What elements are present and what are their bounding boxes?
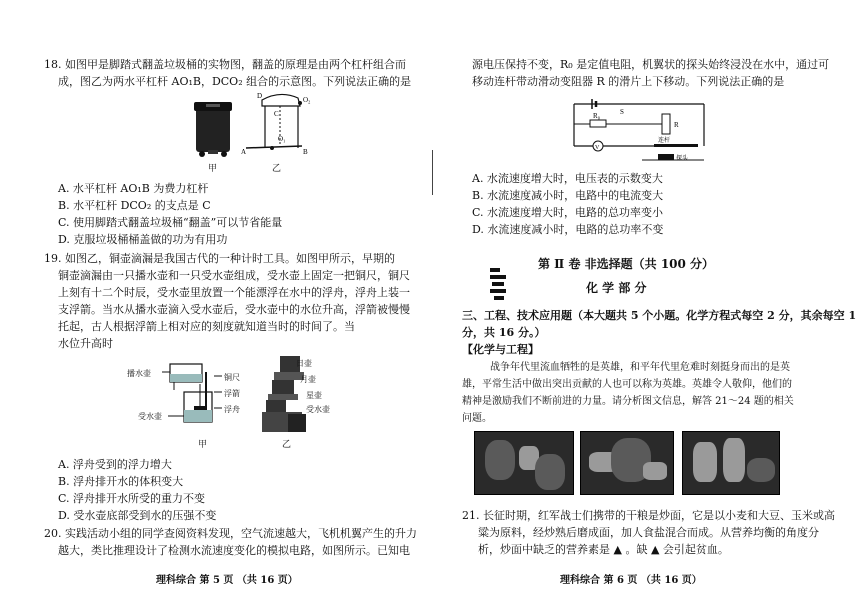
label-star-pot: 星壶 xyxy=(306,391,322,400)
q20-cont-line1: 源电压保持不变，R₀ 是定值电阻，机翼状的探头始终浸没在水中，通过可 xyxy=(472,58,830,71)
q21-line1: 21. 长征时期，红军战士们携带的干粮是炒面，它是以小麦和大豆、玉米或高 xyxy=(462,509,835,522)
q19-stem-line4: 支浮箭。当水从播水壶滴入受水壶后，受水壶中的水位升高，浮箭被慢慢 xyxy=(58,303,410,316)
q18-fig-b-label: 乙 xyxy=(272,164,282,174)
section-subtitle: 化 学 部 分 xyxy=(586,281,647,295)
label-receiver-pot: 受水壶 xyxy=(138,412,162,421)
label-d: D xyxy=(257,92,263,100)
photo-medical xyxy=(682,431,780,495)
q19-option-a: A. 浮舟受到的浮力增大 xyxy=(58,458,172,471)
lever-diagram xyxy=(240,88,320,160)
q20-option-b: B. 水流速度减小时，电路中的电流变大 xyxy=(472,189,664,202)
photo-soldiers-1 xyxy=(474,431,574,495)
q19-stem-line2: 铜壶滴漏由一只播水壶和一只受水壶组成，受水壶上固定一把铜尺，铜尺 xyxy=(58,269,410,282)
q20-option-a: A. 水流速度增大时，电压表的示数变大 xyxy=(472,172,663,185)
intro-line2: 雄，平常生活中做出突出贡献的人也可以称为英雄。英雄令人敬仰，他们的 xyxy=(462,379,792,390)
circuit-label-v: V xyxy=(595,145,600,151)
section-title: 第 Ⅱ 卷 非选择题（共 100 分） xyxy=(538,257,715,271)
intro-line4: 问题。 xyxy=(462,413,492,424)
q19-stem-line5: 托起，古人根据浮箭上相对应的刻度就知道当时的时间了。当 xyxy=(58,320,355,333)
column-divider xyxy=(432,150,433,195)
label-drip-pot: 播水壶 xyxy=(127,369,151,378)
page-footer-right: 理科综合 第 6 页 （共 16 页） xyxy=(560,575,702,586)
q19-option-b: B. 浮舟排开水的体积变大 xyxy=(58,475,184,488)
circuit-label-r: R xyxy=(674,121,679,129)
q18-stem-line1: 18. 如图甲是脚踏式翻盖垃圾桶的实物图，翻盖的原理是由两个杠杆组合而 xyxy=(44,58,406,71)
q19-stem-line3: 上刻有十二个时辰，受水壶里放置一个能漂浮在水中的浮舟，浮舟上装一 xyxy=(58,286,410,299)
label-c: C xyxy=(274,110,279,118)
q18-option-d: D. 克服垃圾桶桶盖做的功为有用功 xyxy=(58,233,228,246)
q18-stem-line2: 成，图乙为两水平杠杆 AO₁B，DCO₂ 组合的示意图。下列说法正确的是 xyxy=(58,75,412,88)
scan-mark-icon xyxy=(488,268,510,304)
q18-option-a: A. 水平杠杆 AO₁B 为费力杠杆 xyxy=(58,182,209,195)
label-o1: O₁ xyxy=(278,135,286,143)
intro-line1: 战争年代里流血牺牲的是英雄，和平年代里危难时刻挺身而出的是英 xyxy=(490,362,790,373)
circuit-label-s: S xyxy=(620,108,624,116)
label-float-arrow: 浮箭 xyxy=(224,389,240,398)
q21-line2: 粱为原料，经炒熟后磨成面，加人食盐混合而成。从营养均衡的角度分 xyxy=(478,526,819,539)
label-float-boat: 浮舟 xyxy=(224,405,240,414)
circuit-label-rod: 连杆 xyxy=(658,138,671,144)
q20-option-c: C. 水流速度增大时，电路的总功率变小 xyxy=(472,206,664,219)
q18-option-b: B. 水平杠杆 DCO₂ 的支点是 C xyxy=(58,199,211,212)
trash-can-photo xyxy=(190,98,238,158)
circuit-label-r0: R₀ xyxy=(593,112,601,120)
q19-stem-line1: 19. 如图乙，铜壶滴漏是我国古代的一种计时工具。如图甲所示，早期的 xyxy=(44,252,395,265)
q19-option-c: C. 浮舟排开水所受的重力不变 xyxy=(58,492,206,505)
q20-cont-line2: 移动连杆带动滑动变阻器 R 的滑片上下移动。下列说法正确的是 xyxy=(472,75,785,88)
label-copper-ruler: 铜尺 xyxy=(224,373,240,382)
photo-soldiers-2 xyxy=(580,431,674,495)
circuit-diagram xyxy=(564,94,714,166)
q19-option-d: D. 受水壶底部受到水的压强不变 xyxy=(58,509,217,522)
q20-stem-line1: 20. 实践活动小组的同学查阅资料发现，空气流速越大，飞机机翼产生的升力 xyxy=(44,527,417,540)
part3-heading-line1: 三、工程、技术应用题（本大题共 5 个小题。化学方程式每空 2 分，其余每空 1 xyxy=(462,309,857,322)
chem-eng-tag: 【化学与工程】 xyxy=(462,343,539,356)
q21-line3: 析，炒面中缺乏的营养素是 ▲ 。缺 ▲ 会引起贫血。 xyxy=(478,543,729,556)
q18-fig-a-label: 甲 xyxy=(208,164,218,174)
intro-line3: 精神是激励我们不断前进的力量。请分析图文信息，解答 21～24 题的相关 xyxy=(462,396,794,407)
q19-stem-line6: 水位升高时 xyxy=(58,337,113,350)
label-sun-pot: 日壶 xyxy=(296,359,312,368)
q19-fig-b-label: 乙 xyxy=(282,440,292,450)
q20-option-d: D. 水流速度减小时，电路的总功率不变 xyxy=(472,223,664,236)
q18-option-c: C. 使用脚踏式翻盖垃圾桶“翻盖”可以节省能量 xyxy=(58,216,283,229)
label-receiver-pot-b: 受水壶 xyxy=(306,405,330,414)
label-o2: O₂ xyxy=(303,96,311,104)
circuit-label-probe: 探头 xyxy=(676,156,689,162)
page-footer-left: 理科综合 第 5 页 （共 16 页） xyxy=(156,575,298,586)
label-b: B xyxy=(303,148,308,156)
part3-heading-line2: 分，共 16 分。） xyxy=(462,326,546,339)
q19-fig-a-label: 甲 xyxy=(198,440,208,450)
q20-stem-line2: 越大，类比推理设计了检测水流速度变化的模拟电路，如图所示。已知电 xyxy=(58,544,410,557)
label-moon-pot: 月壶 xyxy=(300,375,316,384)
label-a: A xyxy=(241,148,247,156)
